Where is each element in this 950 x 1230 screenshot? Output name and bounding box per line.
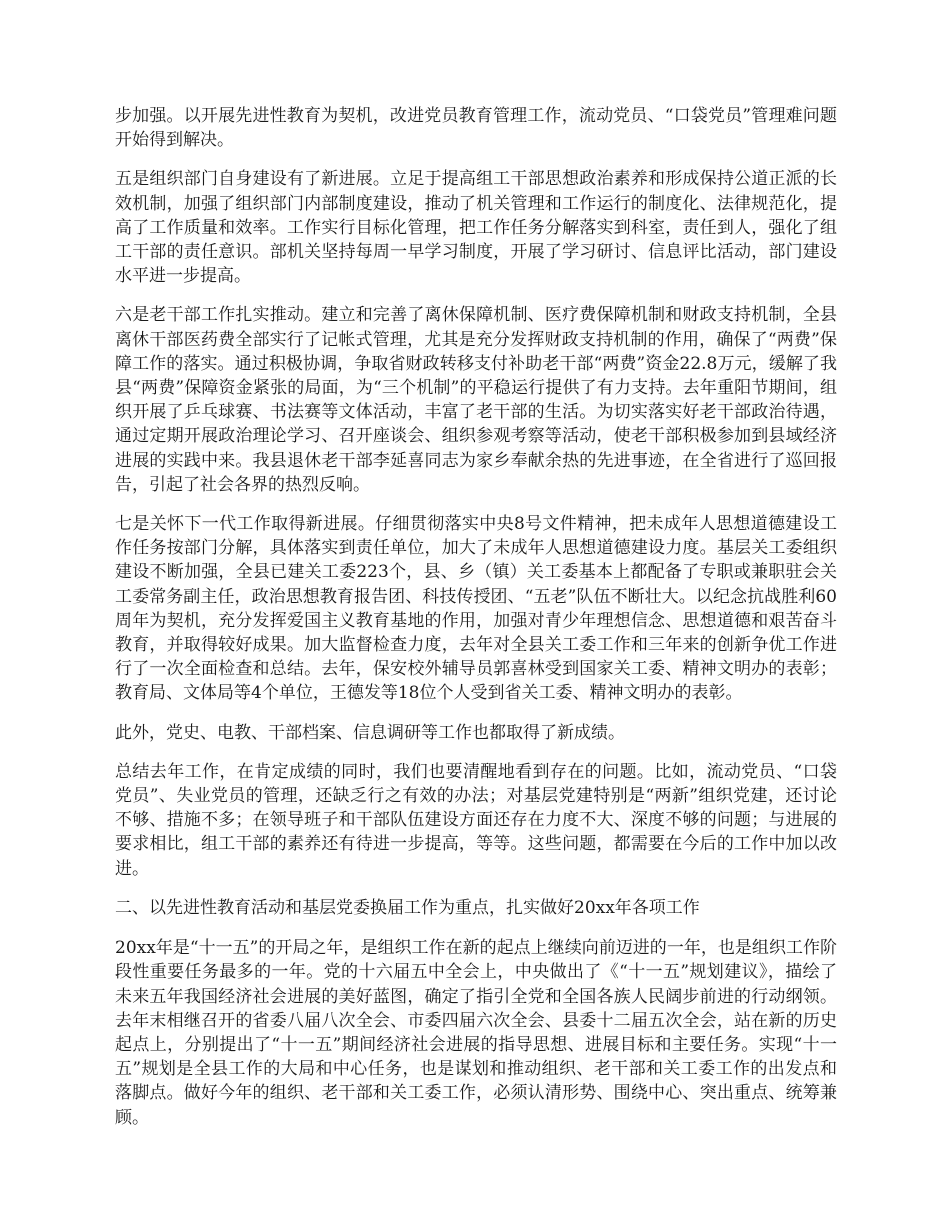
- paragraph-problems-summary: 总结去年工作，在肯定成绩的同时，我们也要清醒地看到存在的问题。比如，流动党员、“口袋党员”、失业党员的管理，还缺乏行之有效的办法；对基层党建特别是“两新”组织党建，还讨论不够、措施不多；在领导班子和干部队伍建设方面还存在力度不大、深度不够的问题；与进展的要求相比，组工干部的素养还有待进一步提高，等等。这些问题，都需要在今后的工作中加以改进。: [115, 761, 837, 879]
- paragraph-organization-dept: 五是组织部门自身建设有了新进展。立足于提高组工干部思想政治素养和形成保持公道正派的长效机制，加强了组织部门内部制度建设，推动了机关管理和工作运行的制度化、法律规范化，提高了工作质量和效率。工作实行目标化管理，把工作任务分解落实到科室，责任到人，强化了组工干部的责任意识。部机关坚持每周一早学习制度，开展了学习研讨、信息评比活动，部门建设水平进一步提高。: [115, 169, 837, 287]
- paragraph-next-generation: 七是关怀下一代工作取得新进展。仔细贯彻落实中央8号文件精神，把未成年人思想道德建设工作任务按部门分解，具体落实到责任单位，加大了未成年人思想道德建设力度。基层关工委组织建设不断加强，全县已建关工委223个，县、乡（镇）关工委基本上都配备了专职或兼职驻会关工委常务副主任，政治思想教育报告团、科技传授团、“五老”队伍不断壮大。以纪念抗战胜利60周年为契机，充分发挥爱国主义教育基地的作用，加强对青少年理想信念、思想道德和艰苦奋斗教育，并取得较好成果。加大监督检查力度，去年对全县关工委工作和三年来的创新争优工作进行了一次全面检查和总结。去年，保安校外辅导员郭喜林受到国家关工委、精神文明办的表彰；教育局、文体局等4个单位，王德发等18位个人受到省关工委、精神文明办的表彰。: [115, 514, 837, 704]
- document-page: [115, 104, 837, 1145]
- section-heading: 二、以先进性教育活动和基层党委换届工作为重点，扎实做好20xx年各项工作: [115, 897, 700, 918]
- paragraph-continuation: 步加强。以开展先进性教育为契机，改进党员教育管理工作，流动党员、“口袋党员”管理难问题开始得到解决。: [115, 106, 837, 151]
- paragraph-other-achievements: 此外，党史、电教、干部档案、信息调研等工作也都取得了新成绩。: [115, 722, 625, 743]
- paragraph-20xx-overview: 20xx年是“十一五”的开局之年，是组织工作在新的起点上继续向前迈进的一年，也是组织工作阶段性重要任务最多的一年。党的十六届五中全会上，中央做出了《“十一五”规划建议》，描绘了未来五年我国经济社会进展的美好蓝图，确定了指引全党和全国各族人民阔步前进的行动纲领。去年末相继召开的省委八届八次全会、市委四届六次全会、县委十二届五次全会，站在新的历史起点上，分别提出了“十一五”期间经济社会进展的指导思想、进展目标和主要任务。实现“十一五”规划是全县工作的大局和中心任务，也是谋划和推动组织、老干部和关工委工作的出发点和落脚点。做好今年的组织、老干部和关工委工作，必须认清形势、围绕中心、突出重点、统筹兼顾。: [115, 938, 837, 1128]
- paragraph-veteran-cadres: 六是老干部工作扎实推动。建立和完善了离休保障机制、医疗费保障机制和财政支持机制，全县离休干部医药费全部实行了记帐式管理，尤其是充分发挥财政支持机制的作用，确保了“两费”保障工作的落实。通过积极协调，争取省财政转移支付补助老干部“两费”资金22.8万元，缓解了我县“两费”保障资金紧张的局面，为“三个机制”的平稳运行提供了有力支持。去年重阳节期间，组织开展了乒乓球赛、书法赛等文体活动，丰富了老干部的生活。为切实落实好老干部政治待遇，通过定期开展政治理论学习、召开座谈会、组织参观考察等活动，使老干部积极参加到县域经济进展的实践中来。我县退休老干部李延喜同志为家乡奉献余热的先进事迹，在全省进行了巡回报告，引起了社会各界的热烈反响。: [115, 305, 837, 495]
